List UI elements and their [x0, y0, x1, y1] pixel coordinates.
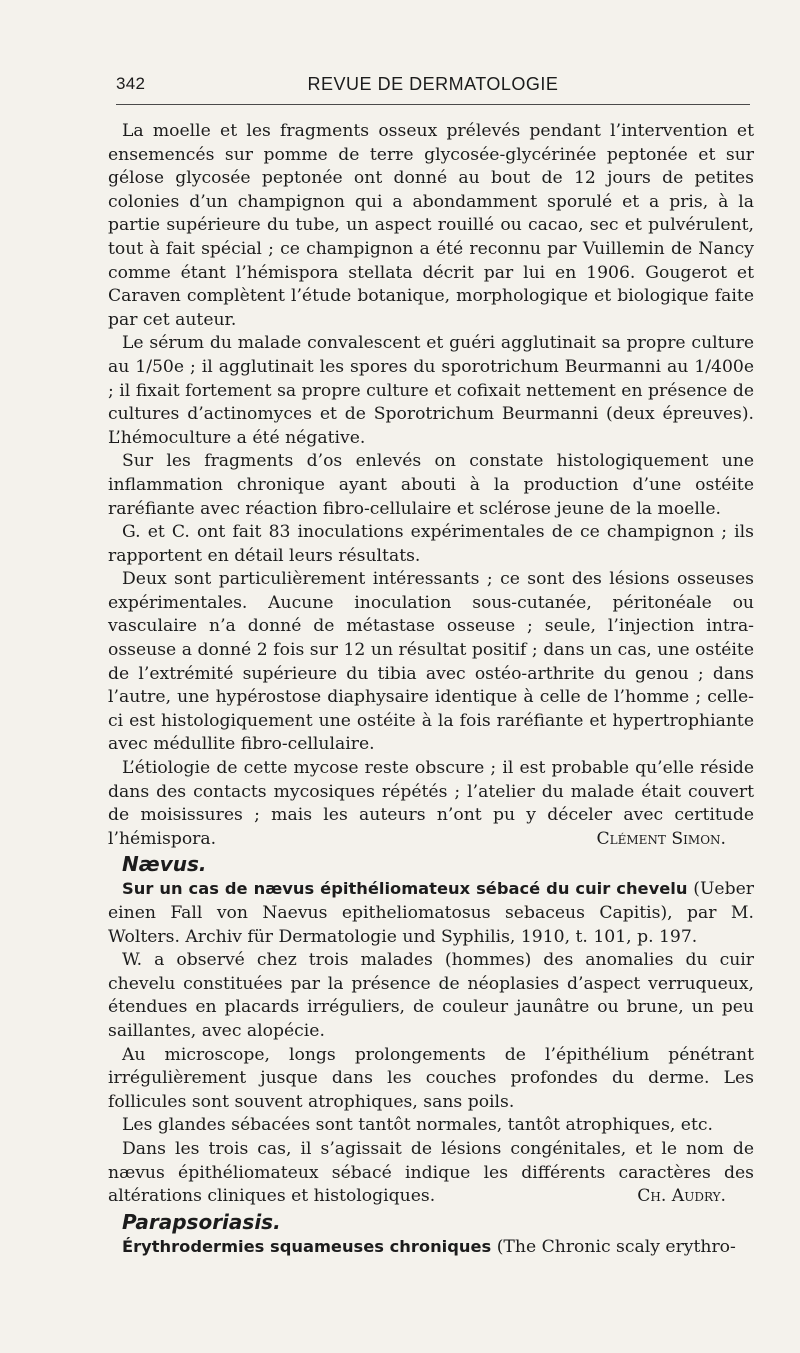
- page-header: [116, 70, 750, 98]
- author-signature: Clément Simon.: [596, 828, 726, 849]
- article-title: Érythrodermies squameuses chroniques: [122, 1236, 492, 1256]
- paragraph-with-signature: [108, 757, 754, 851]
- paragraph-text: Dans les trois cas, il s’agissait de lésions congénitales, et le nom de nævus épithéliomateux sébacé indique les différents caractères des altérations cliniques et histologiques.: [108, 1138, 754, 1207]
- section-heading-parapsoriasis: Parapsoriasis.: [122, 1209, 281, 1234]
- paragraph: Sur les fragments d’os enlevés on constate histologiquement une inflammation chronique ayant abouti à la production d’une ostéite raréfiante avec réaction fibro-cellulaire et sclérose jeune de la moelle.: [108, 451, 754, 519]
- paragraph: La moelle et les fragments osseux prélevés pendant l’intervention et ensemencés sur pomme de terre glycosée-glycérinée peptonée et sur gélose glycosée peptonée ont donné au bout de 12 jours de petites colonies d’un champignon qui a abondamment sporulé et a pris, à la partie supérieure du tube, un aspect rouillé ou cacao, sec et pulvérulent, tout à fait spécial ; ce champignon a été reconnu par Vuillemin de Nancy comme étant l’hémispora stellata décrit par lui en 1906. Gougerot et Caraven complètent l’étude botanique, morphologique et biologique faite par cet auteur.: [108, 121, 754, 330]
- paragraph: G. et C. ont fait 83 inoculations expérimentales de ce champignon ; ils rapportent en détail leurs résultats.: [108, 522, 754, 566]
- author-signature: Ch. Audry.: [637, 1186, 726, 1207]
- article-reference: [108, 1235, 754, 1260]
- article-citation: (The Chronic scaly erythro-: [496, 1236, 736, 1257]
- section-heading-naevus: Nævus.: [122, 852, 207, 877]
- article-title: Sur un cas de nævus épithéliomateux sébacé du cuir chevelu: [122, 879, 688, 899]
- paragraph: Les glandes sébacées sont tantôt normales, tantôt atrophiques, etc.: [122, 1115, 713, 1136]
- page-number: 342: [116, 74, 146, 93]
- paragraph: Le sérum du malade convalescent et guéri agglutinait sa propre culture au 1/50e ; il agglutinait les spores du sporotrichum Beurmanni au 1/400e ; il fixait fortement sa propre culture et cofixait nettement en présence de cultures d’actinomyces et de Sporotrichum Beurmanni (deux épreuves). L’hémoculture a été négative.: [108, 333, 754, 448]
- journal-title: REVUE DE DERMATOLOGIE: [307, 73, 559, 94]
- paragraph: Au microscope, longs prolongements de l’épithélium pénétrant irrégulièrement jusque dans les couches profondes du derme. Les follicules sont souvent atrophiques, sans poils.: [108, 1044, 754, 1112]
- header-rule: [116, 104, 750, 105]
- article-reference: [108, 877, 754, 949]
- paragraph: W. a observé chez trois malades (hommes) des anomalies du cuir chevelu constituées par la présence de néoplasies d’aspect verruqueux, étendues en placards irréguliers, de couleur jaunâtre ou brune, un peu saillantes, avec alopécie.: [108, 950, 754, 1041]
- paragraph: Deux sont particulièrement intéressants ; ce sont des lésions osseuses expérimentales. Aucune inoculation sous-cutanée, péritonéale ou vasculaire n’a donné de métastase osseuse ; seule, l’injection intra-osseuse a donné 2 fois sur 12 un résultat positif ; dans un cas, une ostéite de l’extrémité supérieure du tibia avec ostéo-arthrite du genou ; dans l’autre, une hypérostose diaphysaire identique à celle de l’homme ; celle-ci est histologiquement une ostéite à la fois raréfiante et hypertrophiante avec médullite fibro-cellulaire.: [108, 569, 754, 755]
- article-citation: (Ueber einen Fall von Naevus epitheliomatosus sebaceus Capitis), par M. Wolters. Archiv für Dermatologie und Syphilis, 1910, t. 101, p. 197.: [108, 879, 754, 947]
- page-body: [108, 120, 754, 1259]
- paragraph-with-signature: [108, 1138, 754, 1209]
- paragraph-text: L’étiologie de cette mycose reste obscure ; il est probable qu’elle réside dans des contacts mycosiques répétés ; l’atelier du malade était couvert de moisissures ; mais les auteurs n’ont pu y déceler avec certitude l’hémispora.: [108, 758, 754, 849]
